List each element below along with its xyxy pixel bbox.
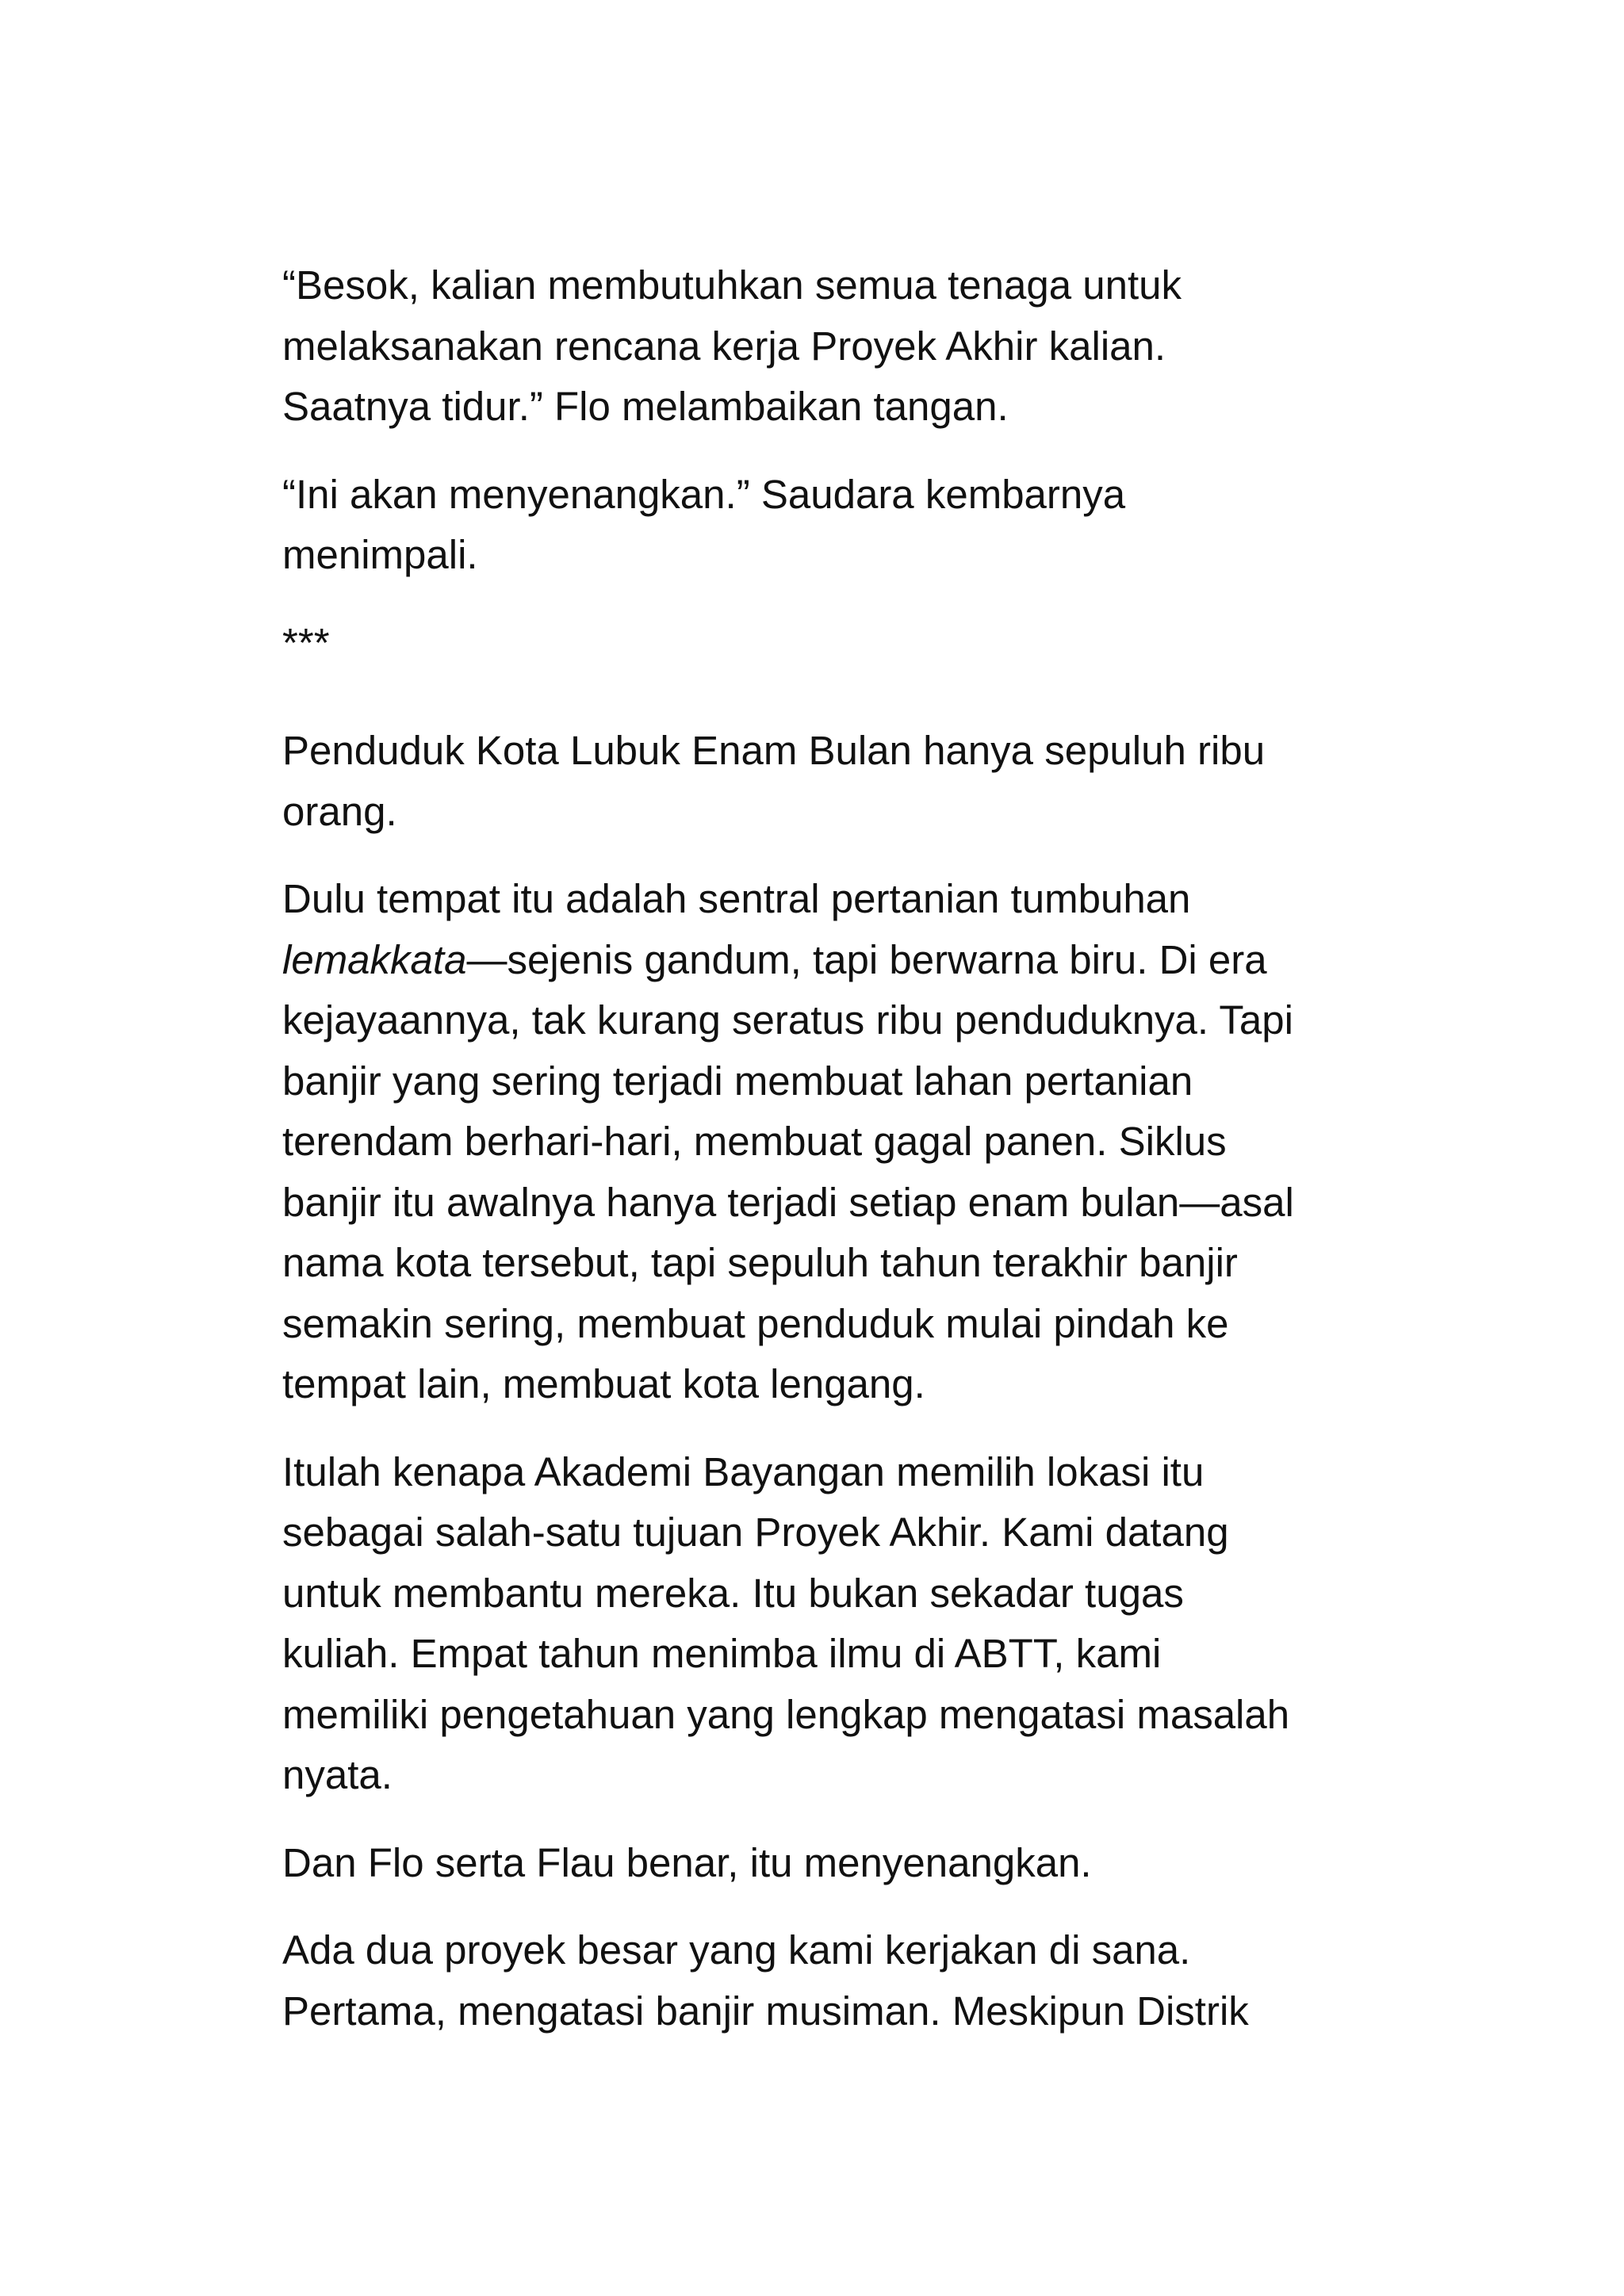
paragraph-fun bbox=[282, 1833, 1408, 1894]
text-line: Penduduk Kota Lubuk Enam Bulan hanya sepuluh ribu bbox=[282, 728, 1266, 773]
text-line: kuliah. Empat tahun menimba ilmu di ABTT, kami bbox=[282, 1631, 1162, 1676]
text-line: nyata. bbox=[282, 1752, 393, 1797]
paragraph-flo-dialogue bbox=[282, 255, 1408, 438]
text-line: melaksanakan rencana kerja Proyek Akhir kalian. bbox=[282, 323, 1166, 369]
text-line: banjir itu awalnya hanya terjadi setiap enam bulan—asal bbox=[282, 1179, 1294, 1225]
body-text bbox=[282, 255, 1408, 2068]
text-line: terendam berhari-hari, membuat gagal panen. Siklus bbox=[282, 1119, 1227, 1164]
separator-asterisks: *** bbox=[282, 619, 330, 665]
paragraph-academy bbox=[282, 1442, 1408, 1806]
text-line: nama kota tersebut, tapi sepuluh tahun terakhir banjir bbox=[282, 1240, 1238, 1285]
text-line: Itulah kenapa Akademi Bayangan memilih lokasi itu bbox=[282, 1448, 1205, 1494]
text-line: Dulu tempat itu adalah sentral pertanian tumbuhan bbox=[282, 876, 1191, 921]
text-line: “Ini akan menyenangkan.” Saudara kembarnya bbox=[282, 471, 1126, 517]
text-line: semakin sering, membuat penduduk mulai pindah ke bbox=[282, 1300, 1229, 1346]
text-line: banjir yang sering terjadi membuat lahan pertanian bbox=[282, 1058, 1193, 1104]
italic-term: lemakkata bbox=[282, 936, 467, 982]
text-line: menimpali. bbox=[282, 532, 478, 577]
text-line-italic-term bbox=[282, 930, 1408, 991]
text-line: kejayaannya, tak kurang seratus ribu penduduknya. Tapi bbox=[282, 997, 1293, 1043]
text-line: untuk membantu mereka. Itu bukan sekadar tugas bbox=[282, 1570, 1184, 1616]
paragraph-history bbox=[282, 869, 1408, 1415]
paragraph-twin-reply bbox=[282, 465, 1408, 586]
text-line-rest: —sejenis gandum, tapi berwarna biru. Di era bbox=[466, 936, 1267, 982]
text-line: Saatnya tidur.” Flo melambaikan tangan. bbox=[282, 384, 1009, 429]
text-line: orang. bbox=[282, 788, 397, 834]
text-line: sebagai salah-satu tujuan Proyek Akhir. Kami datang bbox=[282, 1510, 1229, 1555]
paragraph-projects bbox=[282, 1920, 1408, 2042]
text-line: memiliki pengetahuan yang lengkap mengatasi masalah bbox=[282, 1691, 1290, 1737]
text-line: tempat lain, membuat kota lengang. bbox=[282, 1361, 925, 1406]
scene-separator bbox=[282, 613, 1408, 674]
text-line: “Besok, kalian membutuhkan semua tenaga untuk bbox=[282, 262, 1182, 308]
text-line: Dan Flo serta Flau benar, itu menyenangkan. bbox=[282, 1839, 1092, 1885]
paragraph-population bbox=[282, 721, 1408, 842]
text-line: Pertama, mengatasi banjir musiman. Meskipun Distrik bbox=[282, 1988, 1249, 2034]
text-line: Ada dua proyek besar yang kami kerjakan di sana. bbox=[282, 1927, 1191, 1973]
